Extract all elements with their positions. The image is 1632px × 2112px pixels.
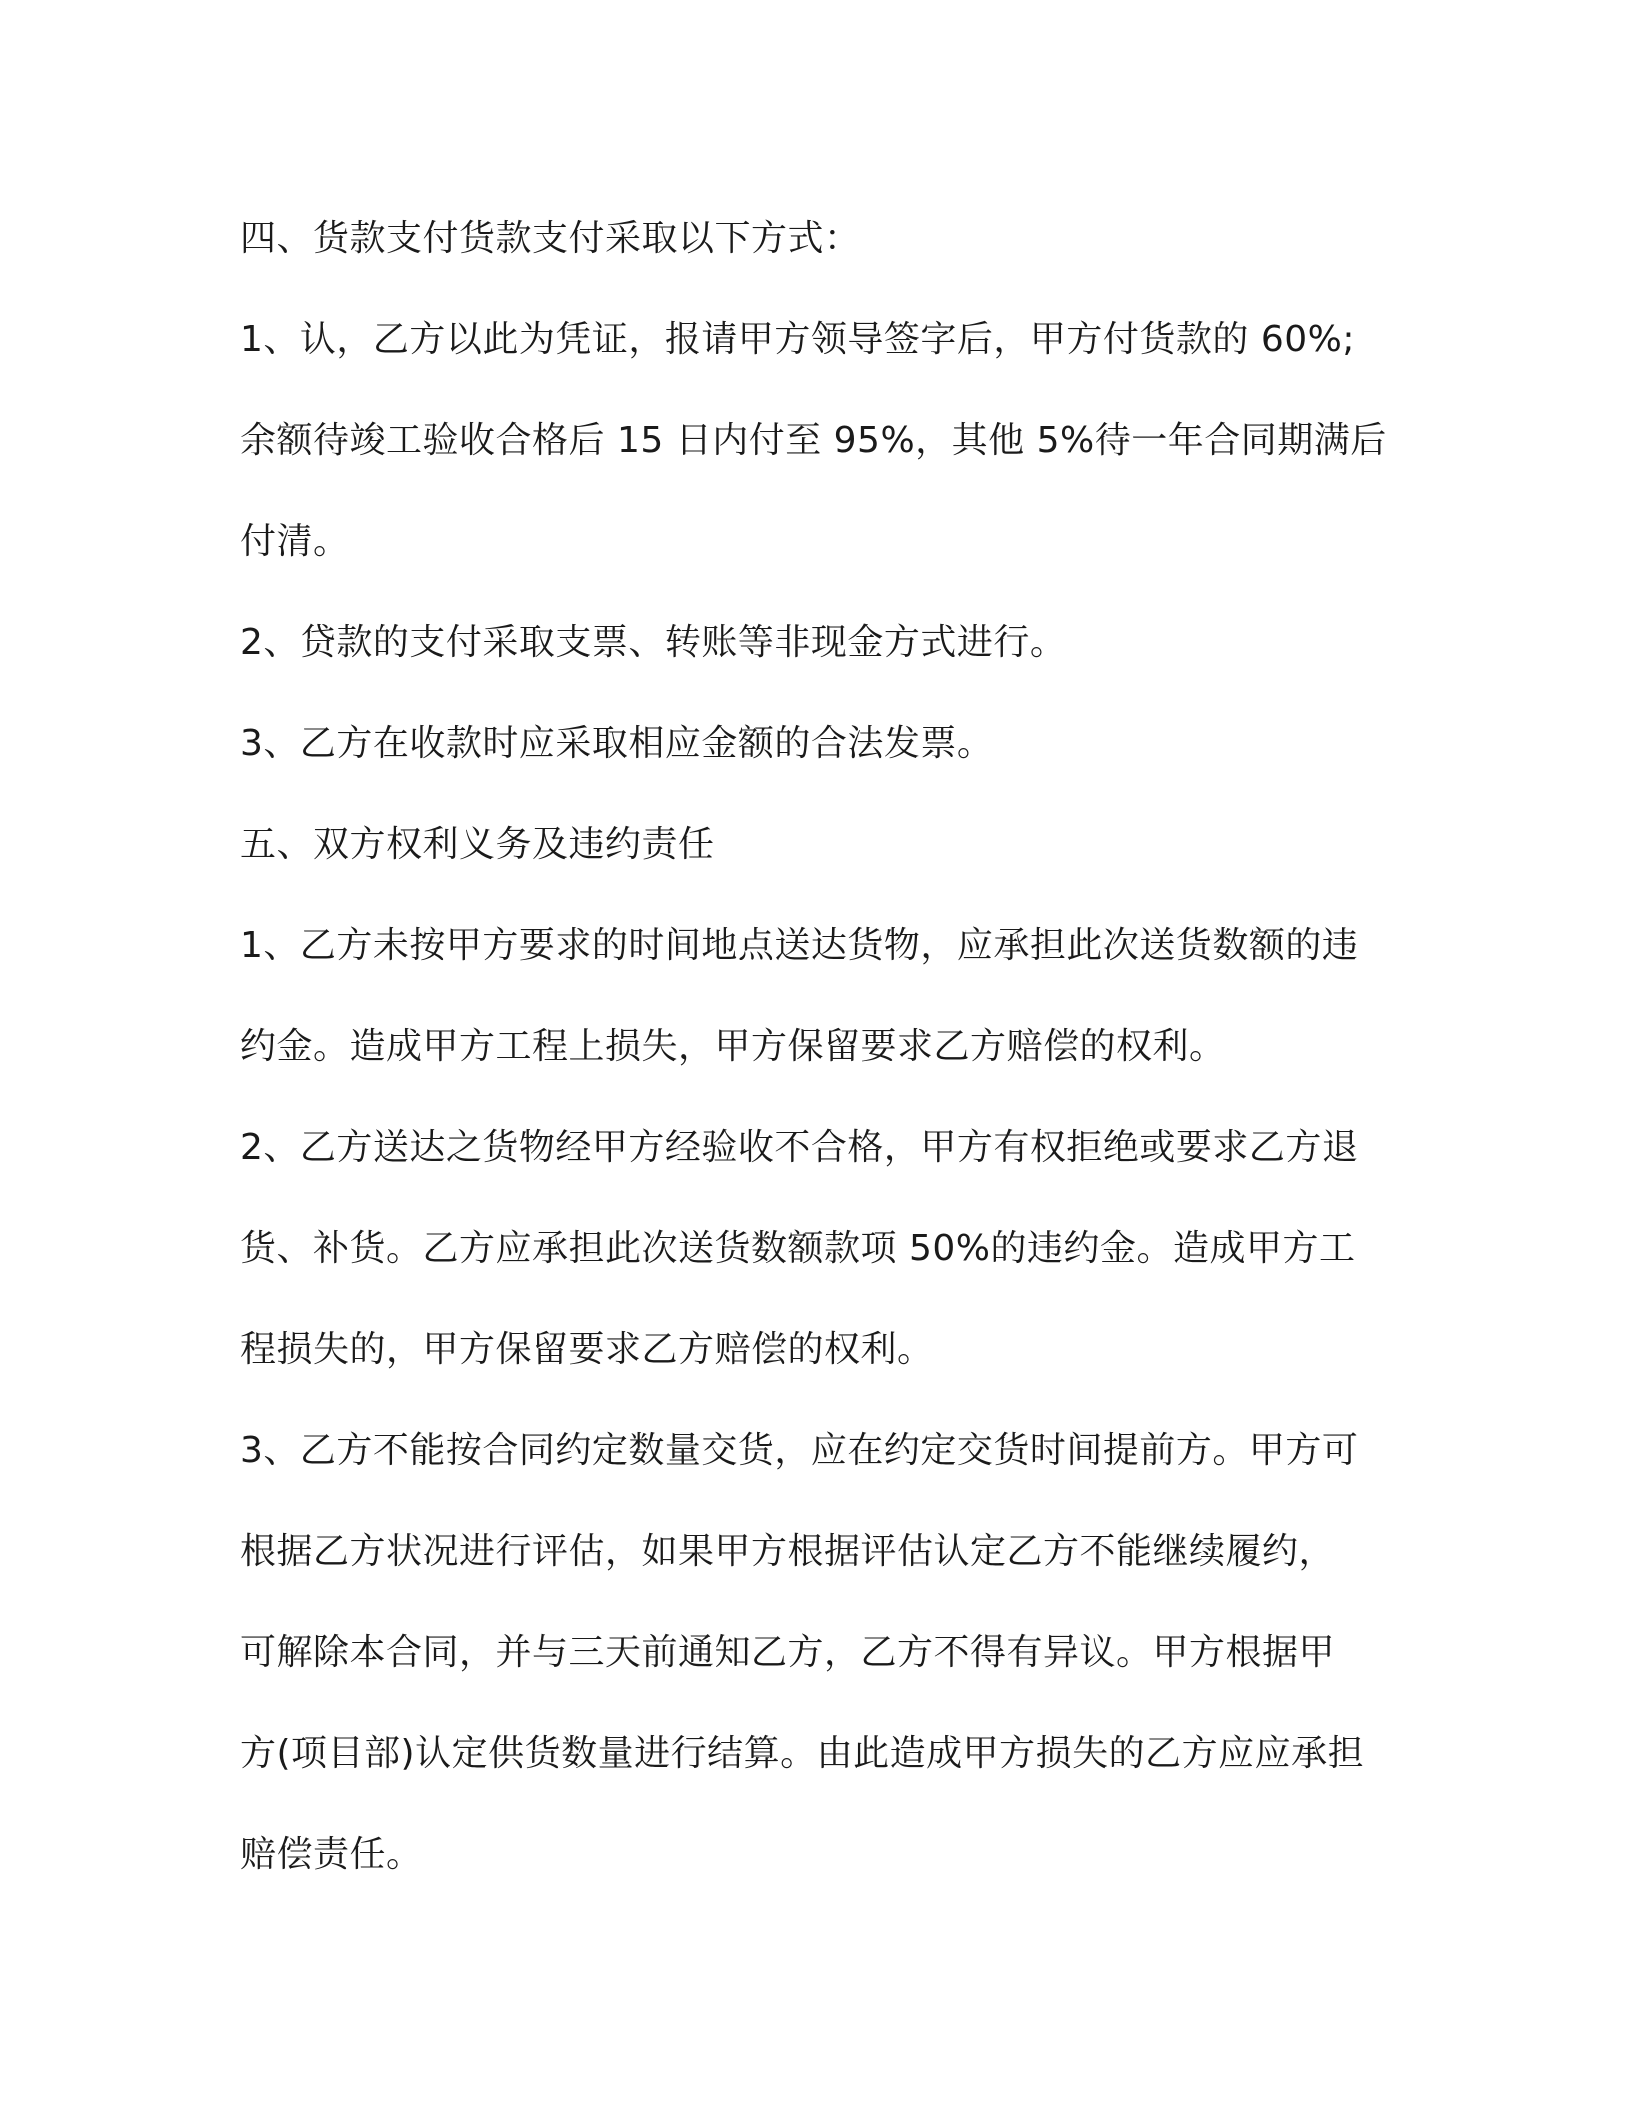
section-heading-payment: 四、货款支付货款支付采取以下方式： — [240, 218, 861, 259]
obligation-clause-2-line-3: 程损失的，甲方保留要求乙方赔偿的权利。 — [240, 1329, 934, 1370]
obligation-clause-2-line-1: 2、乙方送达之货物经甲方经验收不合格，甲方有权拒绝或要求乙方退 — [240, 1127, 1359, 1168]
section-heading-obligations: 五、双方权利义务及违约责任 — [240, 824, 715, 865]
payment-clause-1-line-1: 1、认，乙方以此为凭证，报请甲方领导签字后，甲方付货款的 60%; — [240, 319, 1355, 360]
obligation-clause-3-line-5: 赔偿责任。 — [240, 1834, 423, 1875]
obligation-clause-3-line-2: 根据乙方状况进行评估，如果甲方根据评估认定乙方不能继续履约， — [240, 1531, 1336, 1572]
obligation-clause-2-line-2: 货、补货。乙方应承担此次送货数额款项 50%的违约金。造成甲方工 — [240, 1228, 1356, 1269]
document-body — [240, 188, 1400, 1905]
payment-clause-1-line-2: 余额待竣工验收合格后 15 日内付至 95%，其他 5%待一年合同期满后 — [240, 420, 1387, 461]
obligation-clause-3-line-3: 可解除本合同，并与三天前通知乙方，乙方不得有异议。甲方根据甲 — [240, 1632, 1336, 1673]
obligation-clause-1-line-1: 1、乙方未按甲方要求的时间地点送达货物，应承担此次送货数额的违 — [240, 925, 1359, 966]
obligation-clause-3-line-1: 3、乙方不能按合同约定数量交货，应在约定交货时间提前方。甲方可 — [240, 1430, 1359, 1471]
payment-clause-3: 3、乙方在收款时应采取相应金额的合法发票。 — [240, 723, 994, 764]
payment-clause-1-line-3: 付清。 — [240, 521, 350, 562]
obligation-clause-3-line-4: 方(项目部)认定供货数量进行结算。由此造成甲方损失的乙方应应承担 — [240, 1733, 1365, 1774]
payment-clause-2: 2、贷款的支付采取支票、转账等非现金方式进行。 — [240, 622, 1067, 663]
obligation-clause-1-line-2: 约金。造成甲方工程上损失，甲方保留要求乙方赔偿的权利。 — [240, 1026, 1226, 1067]
